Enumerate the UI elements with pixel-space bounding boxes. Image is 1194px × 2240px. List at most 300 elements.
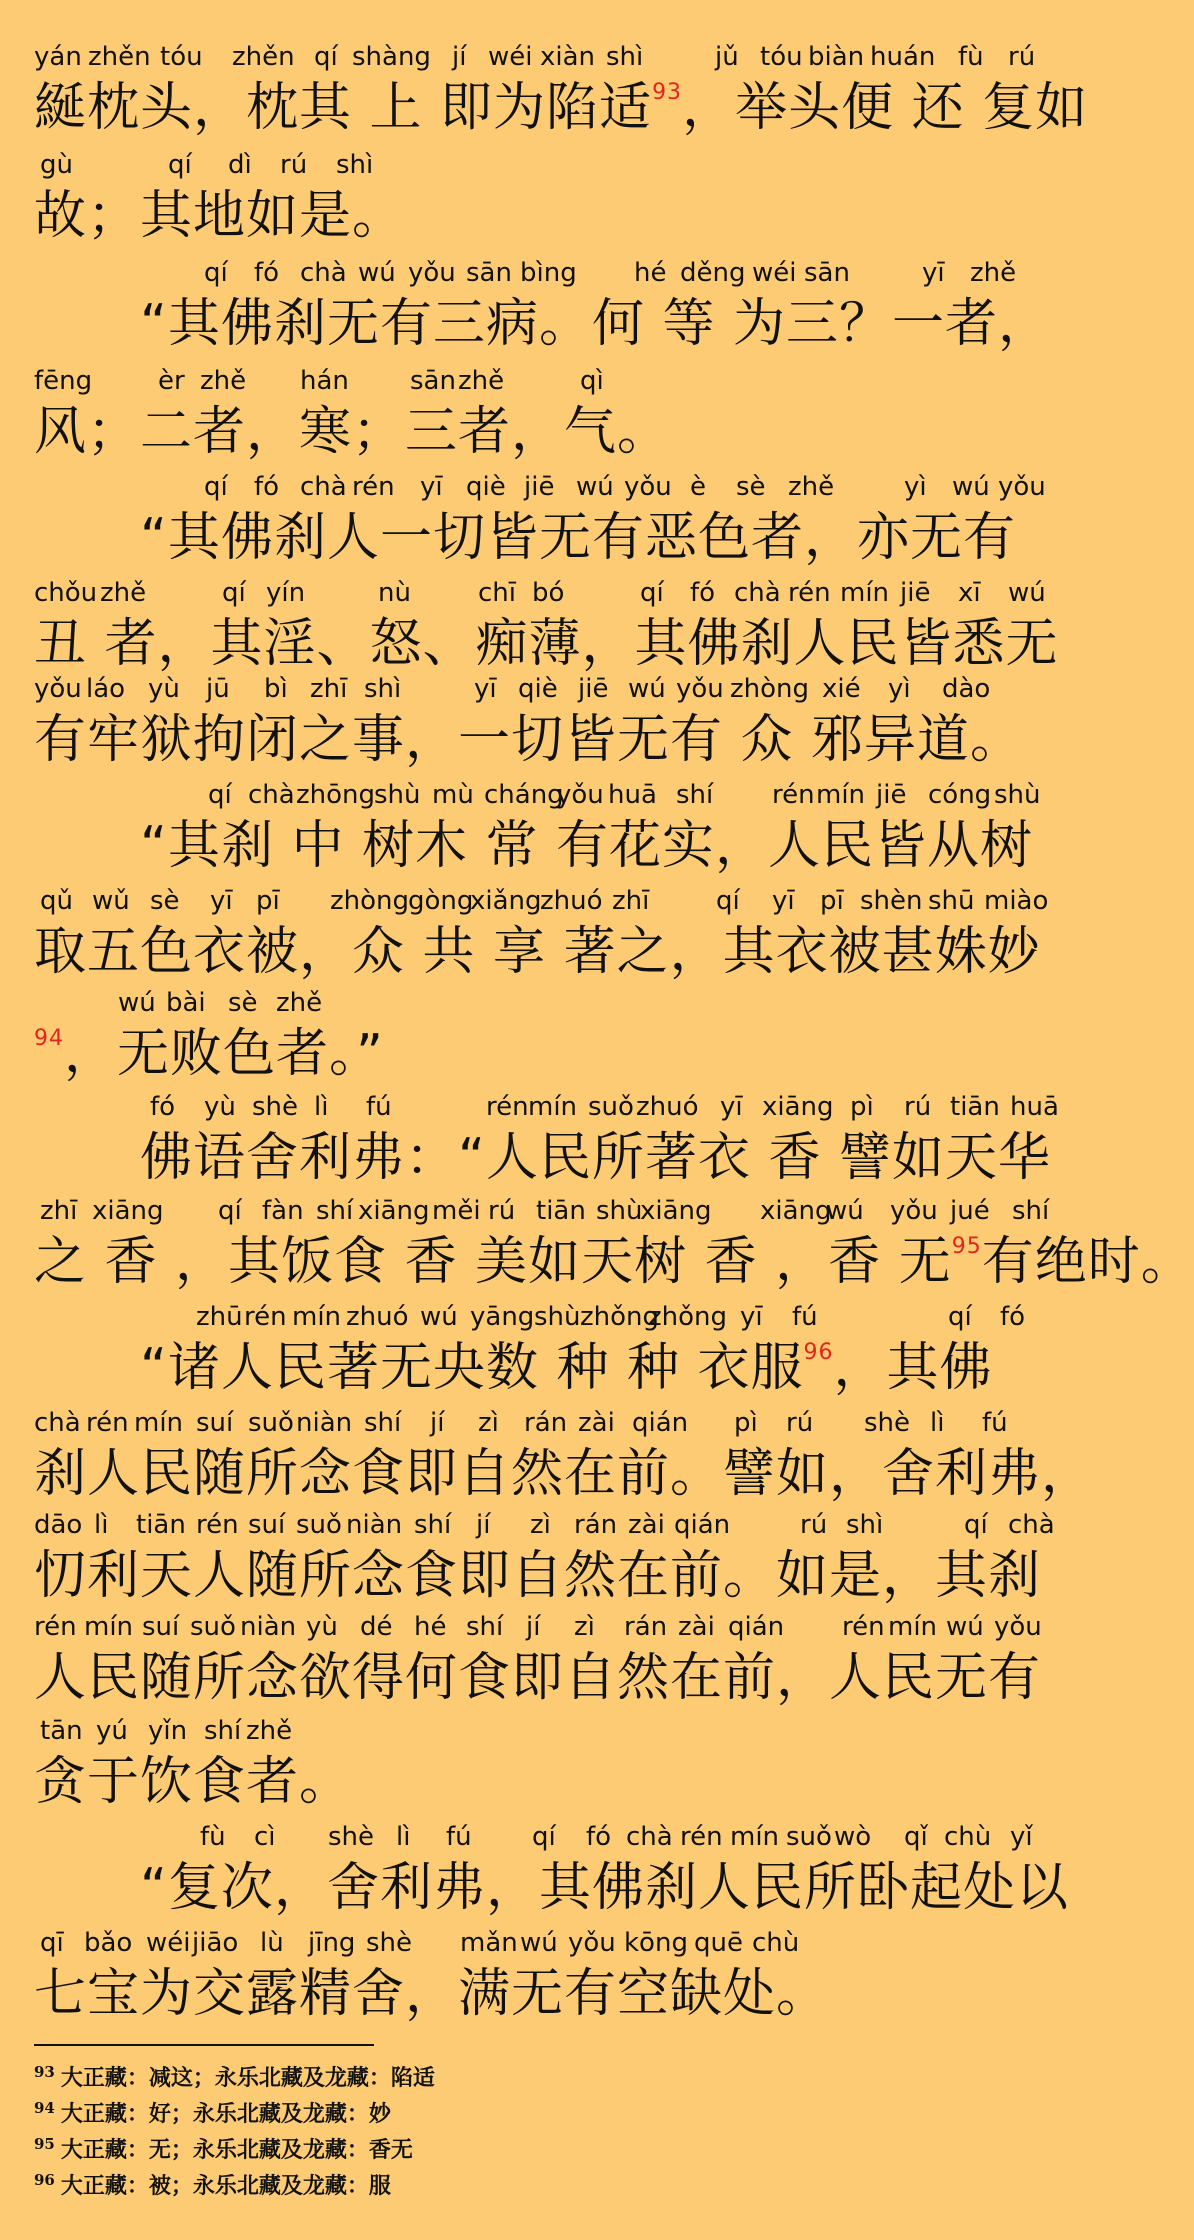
pinyin-syllable: shè xyxy=(328,1822,375,1852)
pinyin-syllable: lì xyxy=(396,1822,411,1852)
pinyin-syllable: yī xyxy=(772,886,795,916)
text-line xyxy=(0,1300,1080,1410)
text-line xyxy=(0,1406,1095,1516)
pinyin-syllable: rú xyxy=(904,1092,932,1122)
pinyin-syllable: yú xyxy=(96,1716,128,1746)
pinyin-syllable: mǎn xyxy=(460,1928,518,1958)
hanzi-text xyxy=(34,1024,384,1084)
pinyin-syllable: rú xyxy=(800,1510,828,1540)
pinyin-syllable: biàn xyxy=(808,42,865,72)
pinyin-syllable: hán xyxy=(300,366,349,396)
pinyin-syllable: sè xyxy=(736,472,766,502)
pinyin-syllable: zài xyxy=(578,1408,615,1438)
footnote-item xyxy=(34,2164,391,2202)
pinyin-syllable: xiàn xyxy=(540,42,596,72)
pinyin-syllable: měi xyxy=(432,1196,481,1226)
pinyin-syllable: wú xyxy=(826,1196,864,1226)
pinyin-syllable: wò xyxy=(834,1822,872,1852)
pinyin-syllable: è xyxy=(690,472,706,502)
pinyin-syllable: wú xyxy=(946,1612,984,1642)
pinyin-syllable: xiāng xyxy=(760,1196,832,1226)
pinyin-syllable: shù xyxy=(374,780,421,810)
pinyin-syllable: huán xyxy=(870,42,936,72)
pinyin-syllable: rén xyxy=(86,1408,129,1438)
hanzi-text xyxy=(140,1338,993,1398)
pinyin-syllable: wú xyxy=(118,988,156,1018)
pinyin-syllable: rén xyxy=(34,1612,77,1642)
pinyin-syllable: fó xyxy=(254,258,280,288)
hanzi-text xyxy=(34,1546,1041,1606)
text-line xyxy=(0,470,1080,580)
footnote-marker: 94 xyxy=(34,1026,64,1051)
hanzi-text xyxy=(34,402,670,462)
hanzi-segment: ，无败色者。” xyxy=(64,1024,384,1084)
pinyin-syllable: jiē xyxy=(524,472,555,502)
pinyin-syllable: yī xyxy=(474,674,497,704)
pinyin-syllable: děng xyxy=(680,258,746,288)
pinyin-syllable: xié xyxy=(822,674,861,704)
hanzi-text xyxy=(34,1648,1041,1708)
pinyin-syllable: zì xyxy=(478,1408,499,1438)
pinyin-syllable: suǒ xyxy=(588,1092,634,1122)
pinyin-syllable: pī xyxy=(256,886,280,916)
footnote-number: 93 xyxy=(34,2063,55,2081)
hanzi-segment: 七宝为交露精舍，满无有空缺处。 xyxy=(34,1964,830,2024)
pinyin-syllable: suí xyxy=(142,1612,180,1642)
pinyin-syllable: gòng xyxy=(408,886,474,916)
pinyin-syllable: mín xyxy=(84,1612,134,1642)
pinyin-syllable: shù xyxy=(994,780,1041,810)
pinyin-syllable: yù xyxy=(148,674,180,704)
pinyin-syllable: yǒu xyxy=(408,258,456,288)
pinyin-syllable: shì xyxy=(846,1510,884,1540)
pinyin-syllable: zhǒng xyxy=(580,1302,660,1332)
pinyin-syllable: wú xyxy=(1008,578,1046,608)
pinyin-syllable: dé xyxy=(360,1612,393,1642)
pinyin-syllable: fó xyxy=(150,1092,176,1122)
pinyin-syllable: yǐn xyxy=(148,1716,188,1746)
pinyin-syllable: wú xyxy=(420,1302,458,1332)
pinyin-syllable: zhuó xyxy=(540,886,603,916)
hanzi-segment: 有绝时。 xyxy=(981,1232,1194,1292)
pinyin-syllable: bǎo xyxy=(84,1928,133,1958)
pinyin-syllable: fó xyxy=(1000,1302,1026,1332)
text-line xyxy=(0,1714,1080,1824)
pinyin-syllable: sān xyxy=(466,258,512,288)
pinyin-syllable: zhōng xyxy=(296,780,376,810)
pinyin-syllable: fó xyxy=(254,472,280,502)
pinyin-syllable: jǔ xyxy=(715,42,739,72)
pinyin-syllable: shè xyxy=(366,1928,413,1958)
hanzi-text xyxy=(140,816,1033,876)
pinyin-syllable: chù xyxy=(752,1928,800,1958)
hanzi-text xyxy=(34,1964,829,2024)
pinyin-syllable: zì xyxy=(574,1612,595,1642)
hanzi-text xyxy=(140,1858,1069,1918)
pinyin-syllable: fēng xyxy=(34,366,93,396)
footnote-item xyxy=(34,2092,391,2130)
pinyin-syllable: fú xyxy=(366,1092,392,1122)
hanzi-segment: “复次，舍利弗，其佛刹人民所卧起处以 xyxy=(140,1858,1069,1918)
pinyin-syllable: xiāng xyxy=(640,1196,712,1226)
pinyin-syllable: qí xyxy=(948,1302,972,1332)
pinyin-syllable: shí xyxy=(1012,1196,1050,1226)
pinyin-syllable: sè xyxy=(228,988,258,1018)
pinyin-syllable: fù xyxy=(200,1822,226,1852)
pinyin-syllable: yī xyxy=(210,886,233,916)
pinyin-syllable: sān xyxy=(410,366,456,396)
pinyin-syllable: chà xyxy=(626,1822,673,1852)
pinyin-syllable: rén xyxy=(772,780,815,810)
pinyin-syllable: jiē xyxy=(876,780,907,810)
pinyin-syllable: mín xyxy=(134,1408,184,1438)
pinyin-syllable: wú xyxy=(520,1928,558,1958)
pinyin-syllable: qí xyxy=(314,42,338,72)
pinyin-syllable: qí xyxy=(168,150,192,180)
pinyin-syllable: tiān xyxy=(136,1510,186,1540)
pinyin-syllable: shì xyxy=(606,42,644,72)
pinyin-syllable: jué xyxy=(950,1196,990,1226)
pinyin-syllable: shì xyxy=(336,150,374,180)
pinyin-syllable: zhěn xyxy=(232,42,295,72)
pinyin-syllable: niàn xyxy=(346,1510,403,1540)
pinyin-syllable: qián xyxy=(728,1612,785,1642)
hanzi-text xyxy=(34,710,1023,770)
pinyin-syllable: zhě xyxy=(100,578,147,608)
text-line xyxy=(0,148,1080,258)
pinyin-syllable: qì xyxy=(580,366,604,396)
pinyin-syllable: yǒu xyxy=(568,1928,616,1958)
hanzi-text xyxy=(34,922,1041,982)
pinyin-syllable: shí xyxy=(414,1510,452,1540)
pinyin-syllable: tiān xyxy=(536,1196,586,1226)
pinyin-syllable: huā xyxy=(608,780,657,810)
pinyin-syllable: pī xyxy=(820,886,844,916)
pinyin-syllable: niàn xyxy=(240,1612,297,1642)
text-line xyxy=(0,986,1080,1096)
pinyin-syllable: rén xyxy=(352,472,395,502)
pinyin-syllable: bìng xyxy=(520,258,577,288)
text-line xyxy=(0,1194,1194,1304)
pinyin-syllable: qī xyxy=(40,1928,64,1958)
pinyin-syllable: yī xyxy=(720,1092,743,1122)
pinyin-syllable: zhě xyxy=(788,472,835,502)
footnote-marker: 96 xyxy=(803,1340,834,1365)
footnote-text: 大正藏：无；永乐北藏及龙藏：香无 xyxy=(60,2137,413,2163)
pinyin-syllable: fù xyxy=(958,42,984,72)
pinyin-syllable: jí xyxy=(526,1612,541,1642)
pinyin-syllable: qí xyxy=(208,780,232,810)
footnote-number: 96 xyxy=(34,2171,55,2189)
text-line xyxy=(0,1926,1080,2036)
pinyin-syllable: rén xyxy=(788,578,831,608)
pinyin-syllable: pì xyxy=(734,1408,758,1438)
pinyin-syllable: rú xyxy=(786,1408,814,1438)
pinyin-syllable: gù xyxy=(40,150,73,180)
text-line xyxy=(0,1090,1080,1200)
pinyin-syllable: lì xyxy=(930,1408,945,1438)
hanzi-segment: “其佛刹人一切皆无有恶色者，亦无有 xyxy=(140,508,1016,568)
hanzi-text xyxy=(34,78,1088,138)
pinyin-syllable: wǔ xyxy=(92,886,130,916)
pinyin-syllable: tiān xyxy=(950,1092,1000,1122)
hanzi-segment: 丑 者，其淫、怒、痴薄，其佛刹人民皆悉无 xyxy=(34,614,1059,674)
pinyin-syllable: qí xyxy=(964,1510,988,1540)
pinyin-syllable: jīng xyxy=(308,1928,356,1958)
pinyin-syllable: shū xyxy=(928,886,975,916)
pinyin-syllable: dì xyxy=(228,150,252,180)
hanzi-segment: 忉利天人随所念食即自然在前。如是，其刹 xyxy=(34,1546,1042,1606)
pinyin-syllable: lù xyxy=(260,1928,284,1958)
pinyin-syllable: zhě xyxy=(200,366,247,396)
text-line xyxy=(0,672,1080,782)
pinyin-syllable: chà xyxy=(734,578,781,608)
text-line xyxy=(0,1610,1080,1720)
pinyin-syllable: rú xyxy=(1008,42,1036,72)
hanzi-segment: 之 香 ，其饭食 香 美如天树 香 ，香 无 xyxy=(34,1232,952,1292)
pinyin-syllable: yín xyxy=(266,578,306,608)
pinyin-syllable: zì xyxy=(530,1510,551,1540)
pinyin-syllable: zhū xyxy=(196,1302,243,1332)
hanzi-text xyxy=(34,1444,1094,1504)
pinyin-syllable: yāng xyxy=(470,1302,535,1332)
pinyin-syllable: suǒ xyxy=(296,1510,342,1540)
pinyin-syllable: quē xyxy=(694,1928,743,1958)
pinyin-syllable: rén xyxy=(842,1612,885,1642)
hanzi-segment: ，举头便 还 复如 xyxy=(682,78,1089,138)
pinyin-syllable: chī xyxy=(478,578,516,608)
pinyin-syllable: nù xyxy=(378,578,411,608)
pinyin-syllable: wéi xyxy=(146,1928,191,1958)
hanzi-segment: 风；二者，寒；三者，气。 xyxy=(34,402,671,462)
pinyin-syllable: zhě xyxy=(276,988,323,1018)
pinyin-syllable: jiē xyxy=(578,674,609,704)
pinyin-syllable: shí xyxy=(316,1196,354,1226)
pinyin-syllable: yǒu xyxy=(890,1196,938,1226)
pinyin-syllable: chà xyxy=(248,780,295,810)
pinyin-syllable: shì xyxy=(364,674,402,704)
hanzi-segment: “诸人民著无央数 种 种 衣服 xyxy=(140,1338,804,1398)
hanzi-segment: 有牢狱拘闭之事，一切皆无有 众 邪异道。 xyxy=(34,710,1024,770)
pinyin-syllable: miào xyxy=(984,886,1049,916)
hanzi-segment: “其佛刹无有三病。何 等 为三？一者， xyxy=(140,294,1051,354)
pinyin-syllable: shí xyxy=(466,1612,504,1642)
pinyin-syllable: yǒu xyxy=(676,674,724,704)
pinyin-syllable: èr xyxy=(158,366,185,396)
pinyin-syllable: wú xyxy=(358,258,396,288)
pinyin-syllable: qiè xyxy=(518,674,558,704)
pinyin-syllable: chù xyxy=(944,1822,992,1852)
hanzi-text xyxy=(34,186,405,246)
pinyin-syllable: pì xyxy=(850,1092,874,1122)
pinyin-syllable: mín xyxy=(816,780,866,810)
pinyin-syllable: tān xyxy=(40,1716,83,1746)
pinyin-syllable: mín xyxy=(730,1822,780,1852)
text-line xyxy=(0,576,1080,686)
pinyin-syllable: rén xyxy=(244,1302,287,1332)
pinyin-syllable: mù xyxy=(432,780,474,810)
pinyin-syllable: suǒ xyxy=(190,1612,236,1642)
pinyin-syllable: jiāo xyxy=(192,1928,239,1958)
pinyin-syllable: rú xyxy=(280,150,308,180)
hanzi-segment: 取五色衣被，众 共 享 著之，其衣被甚姝妙 xyxy=(34,922,1041,982)
hanzi-text xyxy=(34,1232,1194,1292)
pinyin-syllable: qǔ xyxy=(40,886,73,916)
pinyin-syllable: wéi xyxy=(752,258,797,288)
pinyin-syllable: dào xyxy=(942,674,991,704)
pinyin-syllable: chà xyxy=(300,472,347,502)
pinyin-syllable: dāo xyxy=(34,1510,83,1540)
pinyin-syllable: zhě xyxy=(246,1716,293,1746)
pinyin-syllable: fàn xyxy=(262,1196,304,1226)
pinyin-syllable: shè xyxy=(864,1408,911,1438)
pinyin-syllable: xī xyxy=(958,578,981,608)
pinyin-syllable: yǒu xyxy=(34,674,82,704)
hanzi-text xyxy=(140,1128,1051,1188)
footnote-number: 95 xyxy=(34,2135,55,2153)
pinyin-syllable: suí xyxy=(248,1510,286,1540)
pinyin-syllable: zài xyxy=(628,1510,665,1540)
pinyin-syllable: wéi xyxy=(488,42,533,72)
pinyin-syllable: yù xyxy=(204,1092,236,1122)
pinyin-syllable: zhī xyxy=(40,1196,78,1226)
pinyin-syllable: hé xyxy=(634,258,667,288)
hanzi-segment: 綖枕头，枕其 上 即为陷适 xyxy=(34,78,653,138)
footnote-marker: 95 xyxy=(951,1234,982,1259)
pinyin-syllable: zhī xyxy=(310,674,348,704)
pinyin-syllable: xiāng xyxy=(92,1196,164,1226)
pinyin-syllable: chǒu xyxy=(34,578,98,608)
text-line xyxy=(0,364,1080,474)
pinyin-syllable: rú xyxy=(488,1196,516,1226)
pinyin-syllable: yǒu xyxy=(994,1612,1042,1642)
pinyin-syllable: yù xyxy=(306,1612,338,1642)
pinyin-syllable: fó xyxy=(690,578,716,608)
pinyin-syllable: qián xyxy=(674,1510,731,1540)
hanzi-text xyxy=(140,294,1051,354)
pinyin-syllable: wú xyxy=(628,674,666,704)
pinyin-syllable: mín xyxy=(292,1302,342,1332)
pinyin-syllable: yán xyxy=(34,42,82,72)
pinyin-syllable: qí xyxy=(204,472,228,502)
text-line xyxy=(0,1508,1080,1618)
pinyin-syllable: chà xyxy=(1008,1510,1055,1540)
text-line xyxy=(0,884,1080,994)
pinyin-syllable: fú xyxy=(792,1302,818,1332)
pinyin-syllable: wú xyxy=(952,472,990,502)
footnote-divider xyxy=(34,2044,374,2046)
footnote-text: 大正藏：好；永乐北藏及龙藏：妙 xyxy=(60,2101,391,2127)
pinyin-syllable: xiǎng xyxy=(470,886,542,916)
footnote-item xyxy=(34,2128,413,2166)
pinyin-syllable: fú xyxy=(982,1408,1008,1438)
pinyin-syllable: zhěn xyxy=(88,42,151,72)
pinyin-syllable: yì xyxy=(888,674,911,704)
pinyin-syllable: tóu xyxy=(760,42,803,72)
pinyin-syllable: yī xyxy=(740,1302,763,1332)
pinyin-syllable: xiāng xyxy=(358,1196,430,1226)
pinyin-syllable: niàn xyxy=(296,1408,353,1438)
hanzi-text xyxy=(34,1752,352,1812)
pinyin-syllable: mín xyxy=(840,578,890,608)
footnote-text: 大正藏：减这；永乐北藏及龙藏：陷适 xyxy=(60,2065,435,2091)
pinyin-syllable: zhòng xyxy=(730,674,810,704)
pinyin-syllable: fó xyxy=(586,1822,612,1852)
pinyin-syllable: qí xyxy=(716,886,740,916)
pinyin-syllable: zhī xyxy=(612,886,650,916)
pinyin-syllable: jū xyxy=(206,674,230,704)
pinyin-syllable: yǒu xyxy=(556,780,604,810)
pinyin-syllable: zhuó xyxy=(636,1092,699,1122)
pinyin-syllable: jí xyxy=(452,42,467,72)
pinyin-syllable: fú xyxy=(446,1822,472,1852)
pinyin-syllable: tóu xyxy=(160,42,203,72)
pinyin-syllable: mín xyxy=(528,1092,578,1122)
pinyin-syllable: zhě xyxy=(458,366,505,396)
pinyin-syllable: rén xyxy=(680,1822,723,1852)
hanzi-text xyxy=(34,614,1059,674)
footnote-number: 94 xyxy=(34,2099,55,2117)
pinyin-syllable: jiē xyxy=(900,578,931,608)
footnote-text: 大正藏：被；永乐北藏及龙藏：服 xyxy=(60,2173,391,2199)
pinyin-syllable: xiāng xyxy=(762,1092,834,1122)
pinyin-syllable: shè xyxy=(252,1092,299,1122)
pinyin-syllable: cóng xyxy=(928,780,992,810)
pinyin-syllable: jí xyxy=(476,1510,491,1540)
pinyin-syllable: suǒ xyxy=(248,1408,294,1438)
hanzi-segment: 人民随所念欲得何食即自然在前，人民无有 xyxy=(34,1648,1042,1708)
pinyin-syllable: zhòng xyxy=(330,886,410,916)
pinyin-syllable: zhě xyxy=(970,258,1017,288)
pinyin-syllable: jí xyxy=(430,1408,445,1438)
pinyin-syllable: rán xyxy=(574,1510,618,1540)
pinyin-syllable: mín xyxy=(888,1612,938,1642)
pinyin-syllable: shèn xyxy=(860,886,923,916)
pinyin-syllable: cì xyxy=(254,1822,276,1852)
pinyin-syllable: yī xyxy=(420,472,443,502)
pinyin-syllable: láo xyxy=(86,674,126,704)
pinyin-syllable: chà xyxy=(300,258,347,288)
pinyin-syllable: qián xyxy=(632,1408,689,1438)
pinyin-syllable: yǒu xyxy=(998,472,1046,502)
pinyin-syllable: qiè xyxy=(466,472,506,502)
pinyin-syllable: suǒ xyxy=(786,1822,832,1852)
hanzi-segment: 刹人民随所念食即自然在前。譬如，舍利弗， xyxy=(34,1444,1095,1504)
pinyin-syllable: chà xyxy=(34,1408,81,1438)
footnote-item xyxy=(34,2056,435,2094)
pinyin-syllable: rán xyxy=(524,1408,568,1438)
footnote-marker: 93 xyxy=(652,80,683,105)
hanzi-segment: 故；其地如是。 xyxy=(34,186,406,246)
pinyin-syllable: bì xyxy=(264,674,288,704)
pinyin-syllable: lì xyxy=(94,1510,109,1540)
text-line xyxy=(0,256,1080,366)
pinyin-syllable: qí xyxy=(218,1196,242,1226)
pinyin-syllable: rán xyxy=(624,1612,668,1642)
pinyin-syllable: rén xyxy=(486,1092,529,1122)
text-line xyxy=(0,1820,1080,1930)
pinyin-syllable: cháng xyxy=(484,780,564,810)
text-line xyxy=(0,778,1080,888)
pinyin-syllable: shí xyxy=(364,1408,402,1438)
pinyin-syllable: yì xyxy=(904,472,927,502)
pinyin-syllable: zài xyxy=(678,1612,715,1642)
pinyin-syllable: yī xyxy=(922,258,945,288)
pinyin-syllable: rén xyxy=(196,1510,239,1540)
pinyin-syllable: shí xyxy=(676,780,714,810)
pinyin-syllable: shàng xyxy=(352,42,431,72)
hanzi-segment: ，其佛 xyxy=(833,1338,993,1398)
